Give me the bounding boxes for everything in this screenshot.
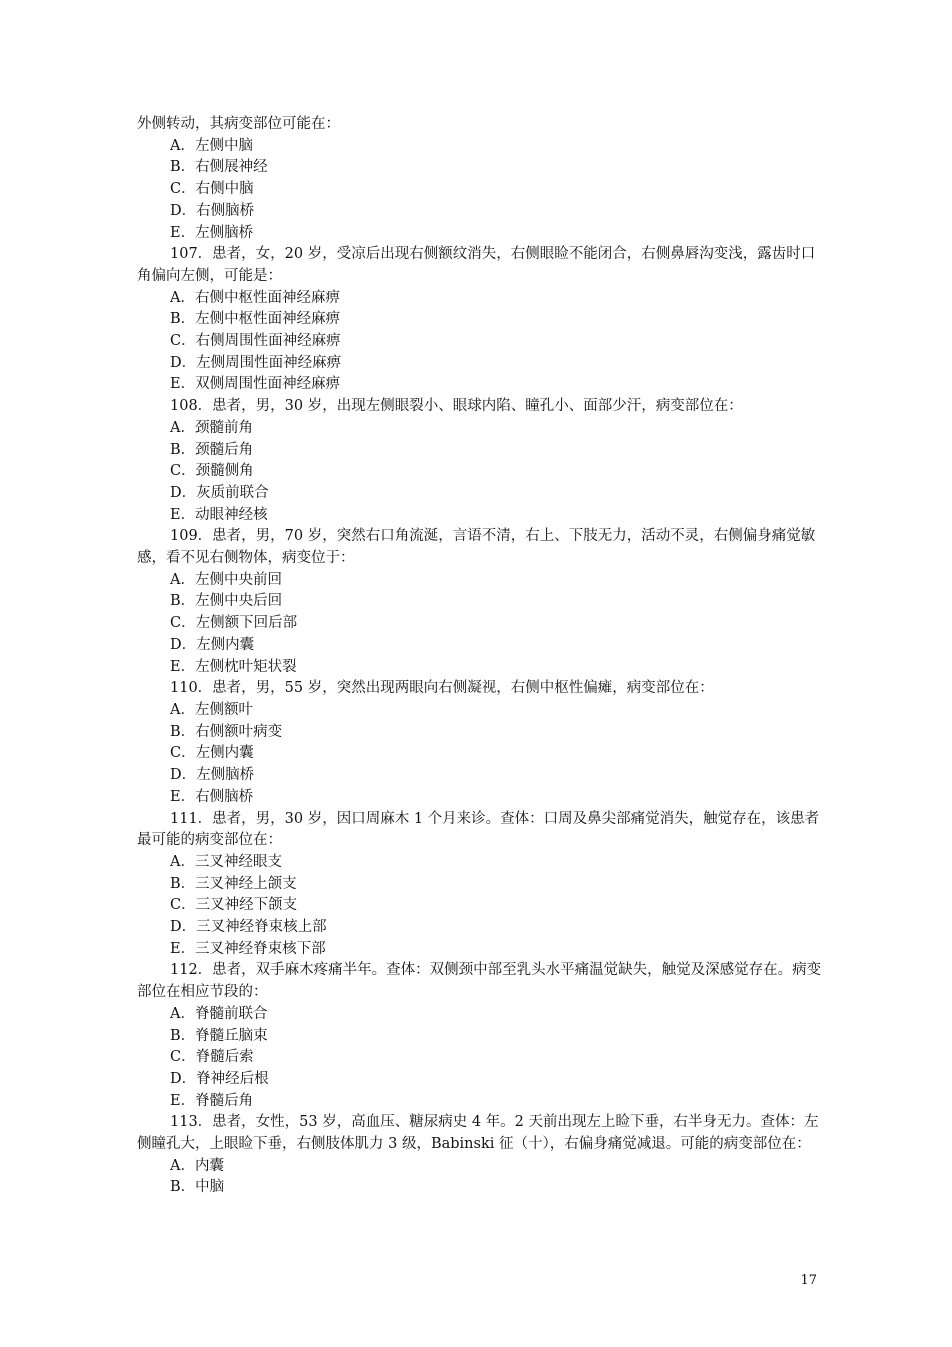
question-108-stem: 108．患者，男，30 岁，出现左侧眼裂小、眼球内陷、瞳孔小、面部少汗，病变部位在：	[170, 398, 743, 415]
page-content	[137, 114, 827, 1199]
question-111-option-a: A．三叉神经眼支	[170, 853, 282, 870]
question-110-stem: 110．患者，男，55 岁，突然出现两眼向右侧凝视，右侧中枢性偏瘫，病变部位在：	[170, 680, 714, 697]
question-112-option-a: A．脊髓前联合	[170, 1005, 268, 1022]
question-108-option-d: D．灰质前联合	[170, 484, 269, 501]
option-b: B．右侧展神经	[170, 159, 268, 176]
question-113-option-a: A．内囊	[170, 1157, 224, 1174]
question-113-stem: 113．患者，女性，53 岁，高血压、糖尿病史 4 年。2 天前出现左上睑下垂，右半身无力。查体：左侧瞳孔大，上眼睑下垂，右侧肢体肌力 3 级，Babinski 征（十），右偏身痛觉减退。可能的病变部位在：	[137, 1114, 819, 1153]
question-107-option-b: B．左侧中枢性面神经麻痹	[170, 311, 341, 328]
question-108-option-e: E．动眼神经核	[170, 506, 268, 523]
question-111-option-e: E．三叉神经脊束核下部	[170, 940, 326, 957]
option-a: A．左侧中脑	[170, 137, 253, 154]
question-108-option-a: A．颈髓前角	[170, 419, 253, 436]
question-109-option-a: A．左侧中央前回	[170, 571, 282, 588]
question-109-option-e: E．左侧枕叶矩状裂	[170, 658, 297, 675]
question-110-option-e: E．右侧脑桥	[170, 788, 254, 805]
option-d: D．右侧脑桥	[170, 202, 255, 219]
question-107-stem: 107．患者，女，20 岁，受凉后出现右侧额纹消失，右侧眼睑不能闭合，右侧鼻唇沟变浅，露齿时口角偏向左侧，可能是：	[137, 246, 816, 284]
question-108-option-b: B．颈髓后角	[170, 441, 254, 458]
question-107-option-a: A．右侧中枢性面神经麻痹	[170, 289, 340, 306]
question-109-stem: 109．患者，男，70 岁，突然右口角流涎，言语不清，右上、下肢无力，活动不灵，右侧偏身痛觉敏感，看不见右侧物体，病变位于：	[137, 528, 816, 567]
question-112-option-d: D．脊神经后根	[170, 1070, 269, 1087]
option-c: C．右侧中脑	[170, 181, 254, 198]
question-111-option-d: D．三叉神经脊束核上部	[170, 919, 327, 936]
question-112-option-b: B．脊髓丘脑束	[170, 1027, 268, 1044]
lead-line: 外侧转动，其病变部位可能在：	[137, 116, 340, 132]
question-110-option-d: D．左侧脑桥	[170, 767, 255, 784]
question-111-stem: 111．患者，男，30 岁，因口周麻木 1 个月来诊。查体：口周及鼻尖部痛觉消失，触觉存在，该患者最可能的病变部位在：	[137, 810, 820, 849]
question-107-option-e: E．双侧周围性面神经麻痹	[170, 376, 341, 393]
question-111-option-c: C．三叉神经下颌支	[170, 897, 298, 914]
question-110-option-a: A．左侧额叶	[170, 701, 253, 718]
question-108-option-c: C．颈髓侧角	[170, 463, 254, 480]
question-112-option-c: C．脊髓后索	[170, 1049, 254, 1066]
question-107-option-d: D．左侧周围性面神经麻痹	[170, 354, 342, 371]
question-111-option-b: B．三叉神经上颌支	[170, 875, 297, 892]
question-112-stem: 112．患者，双手麻木疼痛半年。查体：双侧颈中部至乳头水平痛温觉缺失，触觉及深感觉存在。病变部位在相应节段的：	[137, 962, 822, 1001]
question-109-option-b: B．左侧中央后回	[170, 593, 283, 610]
question-109-option-d: D．左侧内囊	[170, 636, 255, 653]
question-109-option-c: C．左侧额下回后部	[170, 615, 298, 632]
question-112-option-e: E．脊髓后角	[170, 1092, 254, 1109]
question-107-option-c: C．右侧周围性面神经麻痹	[170, 333, 341, 350]
question-113-option-b: B．中脑	[170, 1179, 225, 1196]
question-110-option-c: C．左侧内囊	[170, 745, 254, 762]
option-e: E．左侧脑桥	[170, 224, 254, 241]
question-110-option-b: B．右侧额叶病变	[170, 723, 283, 740]
page-number: 17	[800, 1273, 817, 1288]
